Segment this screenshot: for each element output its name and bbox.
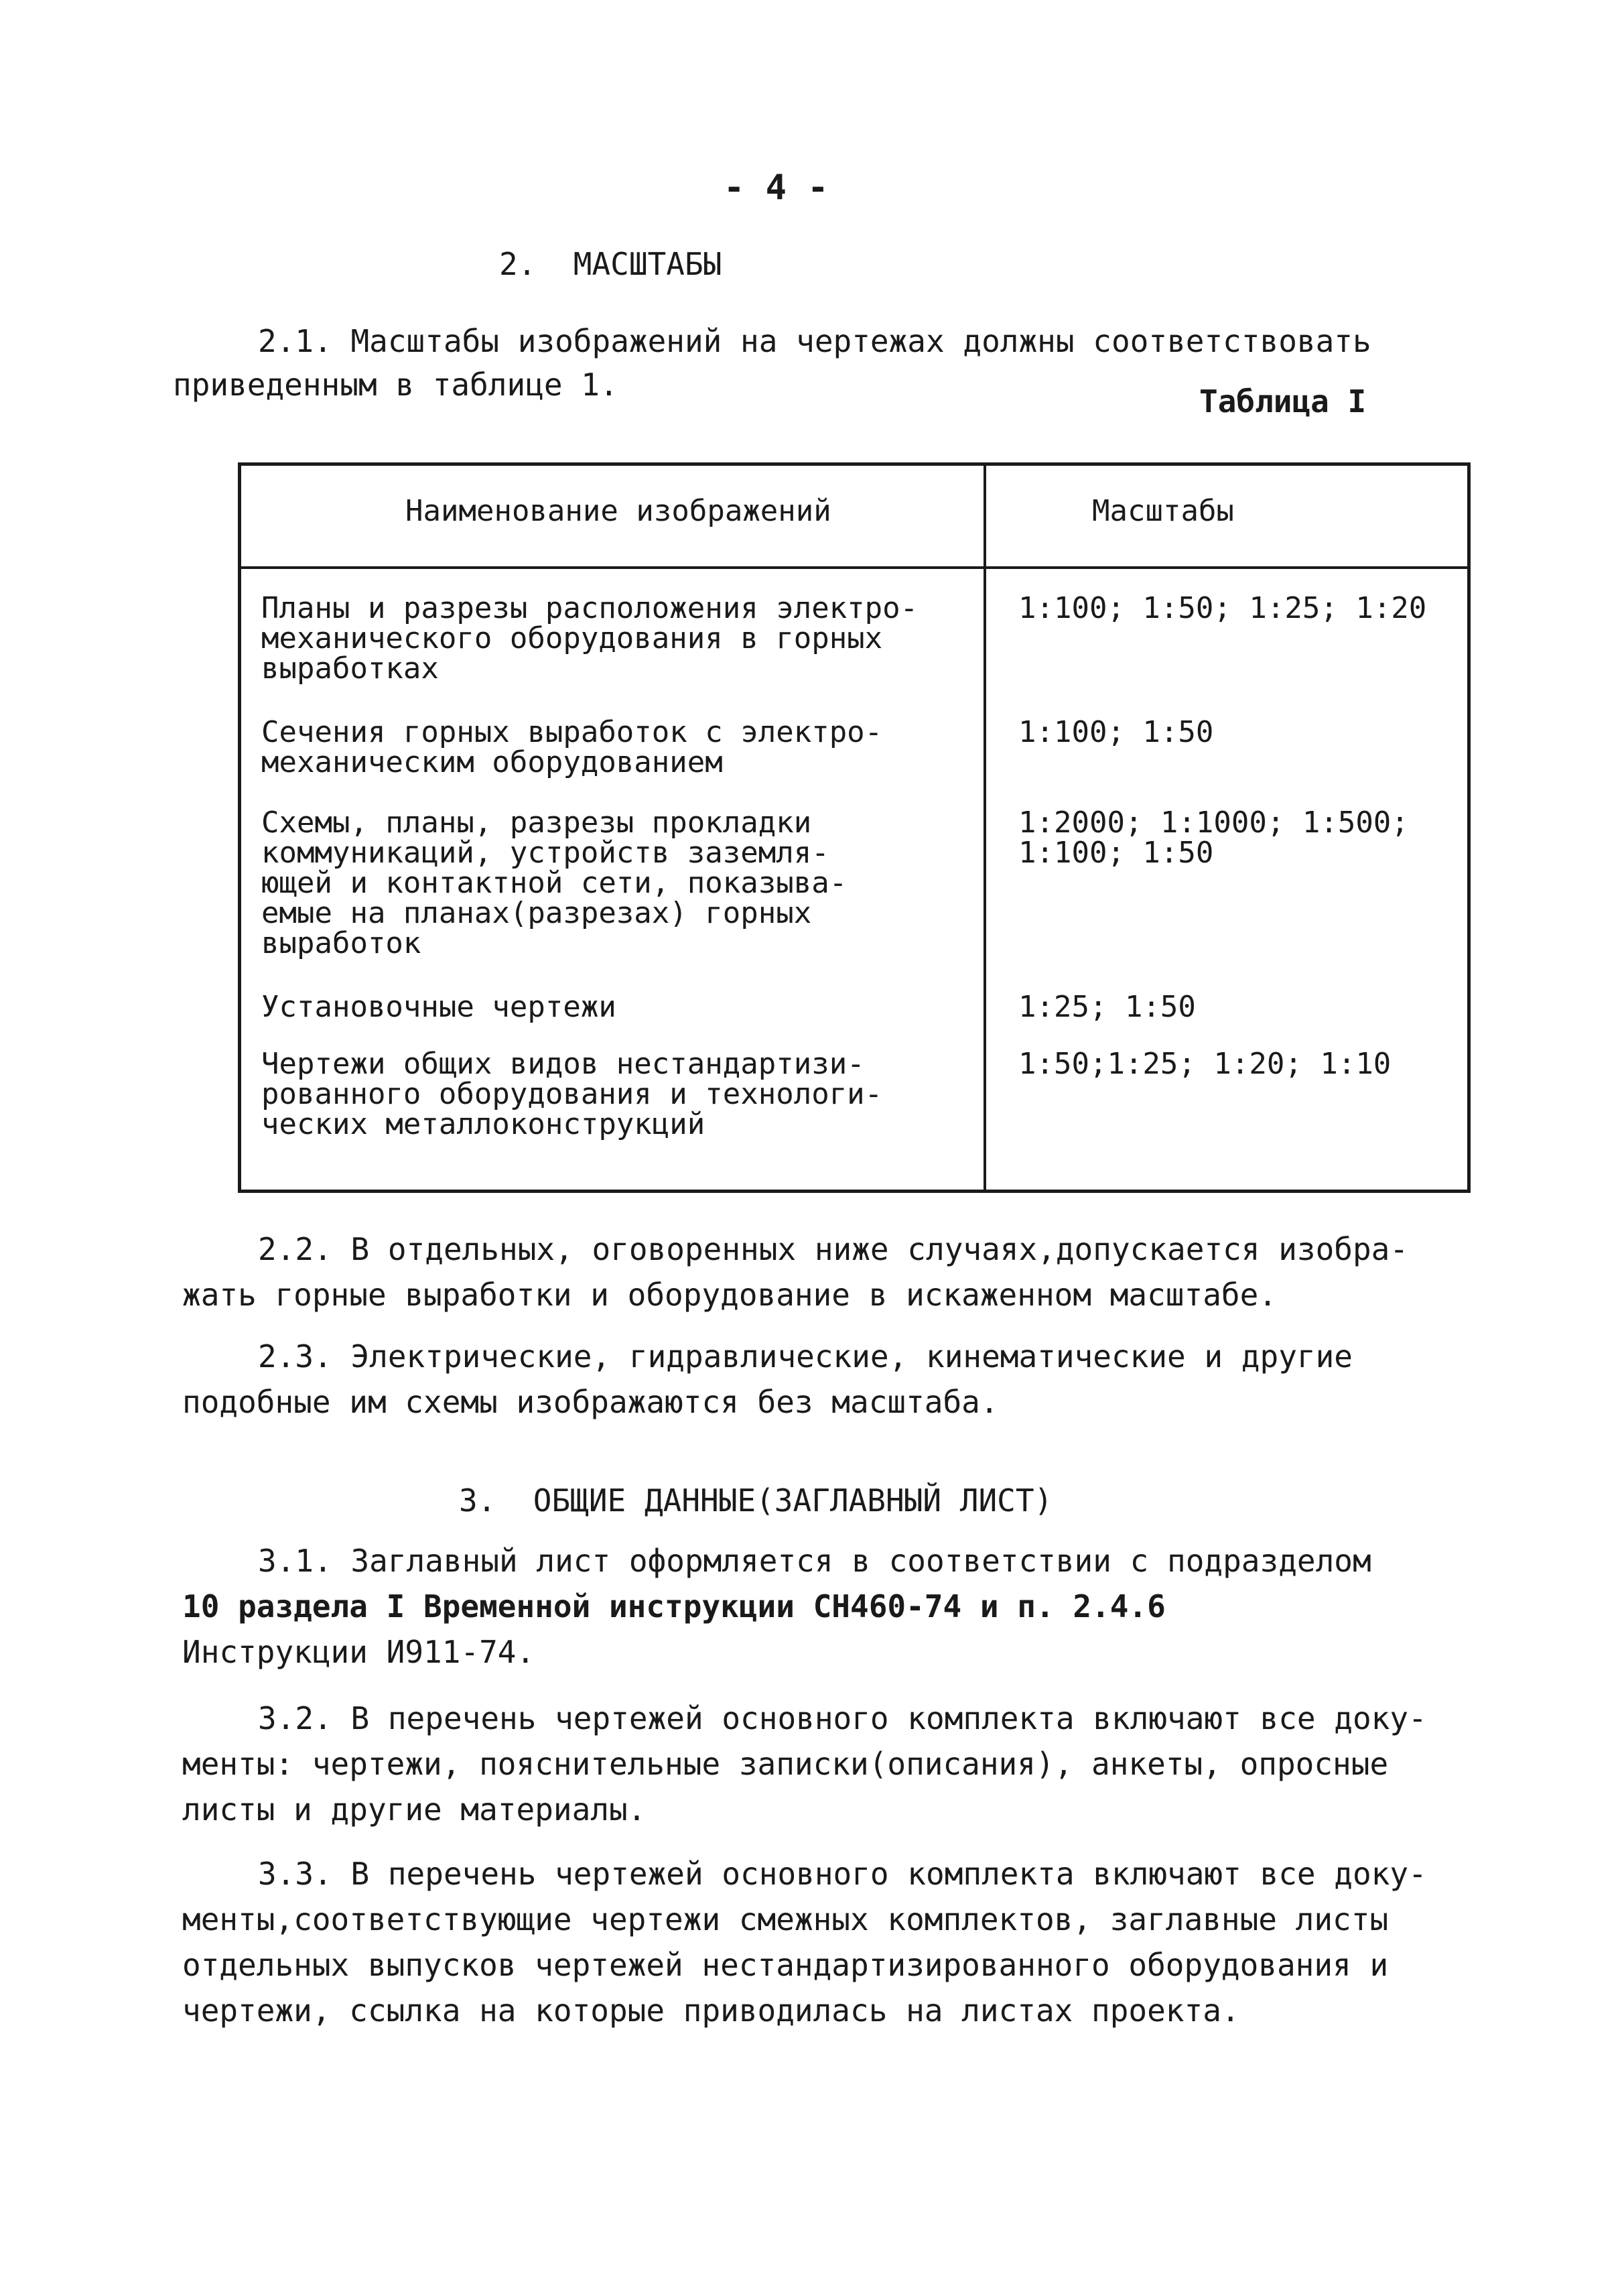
paragraph-3-2-line-1: 3.2. В перечень чертежей основного комплекта включают все доку- — [258, 1700, 1427, 1736]
section-3-heading: 3. ОБЩИЕ ДАННЫЕ(ЗАГЛАВНЫЙ ЛИСТ) — [459, 1482, 1053, 1519]
paragraph-2-1-line-2: приведенным в таблице 1. — [173, 367, 618, 403]
paragraph-2-2-line-2: жать горные выработки и оборудование в искаженном масштабе. — [182, 1277, 1277, 1313]
paragraph-3-1-line-3: Инструкции И911-74. — [182, 1634, 535, 1670]
table-row-3-scale: 1:2000; 1:1000; 1:500; 1:100; 1:50 — [1018, 806, 1409, 870]
paragraph-3-1-line-2: 10 раздела I Временной инструкции СН460-74 и п. 2.4.6 — [182, 1588, 1166, 1624]
paragraph-2-3-line-1: 2.3. Электрические, гидравлические, кинематические и другие — [258, 1338, 1353, 1375]
table-row-4-scale: 1:25; 1:50 — [1018, 990, 1196, 1024]
scales-table — [238, 462, 1471, 1193]
table-row-2-scale: 1:100; 1:50 — [1018, 715, 1214, 749]
section-2-heading: 2. МАСШТАБЫ — [499, 246, 722, 282]
table-header-name: Наименование изображений — [405, 494, 831, 528]
paragraph-3-2-line-2: менты: чертежи, пояснительные записки(описания), анкеты, опросные — [182, 1746, 1389, 1782]
table-row-4-name: Установочные чертежи — [261, 990, 616, 1024]
paragraph-3-3-line-1: 3.3. В перечень чертежей основного комплекта включают все доку- — [258, 1856, 1427, 1892]
table-column-divider — [984, 466, 986, 1190]
paragraph-3-1-line-1: 3.1. Заглавный лист оформляется в соответствии с подразделом — [258, 1543, 1371, 1579]
table-header-divider — [241, 566, 1467, 569]
table-row-5-name: Чертежи общих видов нестандартизи- рованного оборудования и технологи- ческих металлоконструкций — [261, 1047, 883, 1141]
table-row-3-name: Схемы, планы, разрезы прокладки коммуникаций, устройств заземля- ющей и контактной сети, показыва- емые на планах(разрезах) горных выработок — [261, 806, 848, 960]
table-row-1-scale: 1:100; 1:50; 1:25; 1:20 — [1018, 591, 1427, 625]
paragraph-2-1-line-1: 2.1. Масштабы изображений на чертежах должны соответствовать — [258, 323, 1371, 359]
table-row-1-name: Планы и разрезы расположения электро- механического оборудования в горных выработках — [261, 591, 919, 686]
paragraph-3-3-line-3: отдельных выпусков чертежей нестандартизированного оборудования и — [182, 1947, 1389, 1983]
paragraph-3-3-line-4: чертежи, ссылка на которые приводилась на листах проекта. — [182, 1992, 1240, 2029]
table-header-scale: Масштабы — [1092, 494, 1234, 528]
paragraph-3-3-line-2: менты,соответствующие чертежи смежных комплектов, заглавные листы — [182, 1901, 1389, 1937]
table-row-2-name: Сечения горных выработок с электро- механическим оборудованием — [261, 715, 883, 779]
page-number: - 4 - — [724, 168, 829, 208]
table-caption: Таблица I — [1199, 383, 1367, 420]
table-row-5-scale: 1:50;1:25; 1:20; 1:10 — [1018, 1047, 1392, 1081]
paragraph-2-2-line-1: 2.2. В отдельных, оговоренных ниже случаях,допускается изобра- — [258, 1231, 1409, 1267]
paragraph-3-2-line-3: листы и другие материалы. — [182, 1791, 647, 1828]
paragraph-2-3-line-2: подобные им схемы изображаются без масштаба. — [182, 1384, 999, 1420]
